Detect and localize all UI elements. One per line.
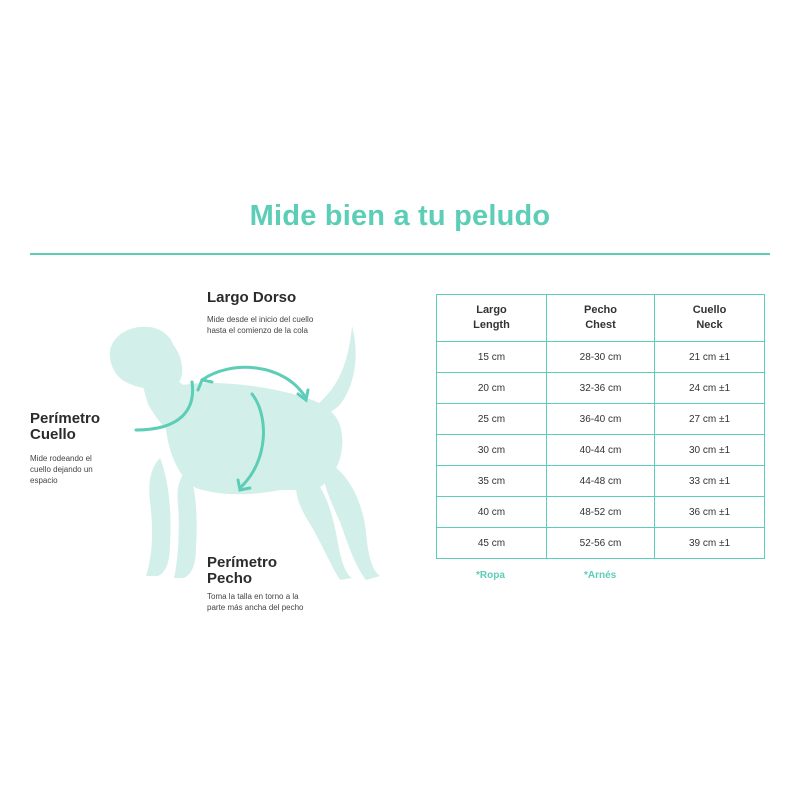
cell-neck: 36 cm ±1 — [655, 497, 765, 528]
perimetro-pecho-heading: Perímetro Pecho — [207, 554, 278, 587]
header-neck: Cuello Neck — [655, 295, 765, 342]
cell-length: 35 cm — [437, 466, 547, 497]
cell-length: 30 cm — [437, 435, 547, 466]
note-ropa: *Ropa — [476, 570, 505, 581]
perimetro-cuello-description: Mide rodeando el cuello dejando un espacio — [30, 454, 93, 485]
cell-neck: 39 cm ±1 — [655, 528, 765, 559]
largo-dorso-heading: Largo Dorso — [207, 289, 297, 306]
table-row — [437, 497, 765, 528]
cell-chest: 52-56 cm — [547, 528, 655, 559]
cell-length: 40 cm — [437, 497, 547, 528]
cell-length: 20 cm — [437, 373, 547, 404]
largo-dorso-description: Mide desde el inicio del cuello hasta el comienzo de la cola — [207, 315, 314, 335]
cell-chest: 36-40 cm — [547, 404, 655, 435]
table-row — [437, 404, 765, 435]
table-row — [437, 435, 765, 466]
dog-silhouette-illustration — [100, 318, 400, 588]
cell-neck: 24 cm ±1 — [655, 373, 765, 404]
page-title: Mide bien a tu peludo — [249, 200, 551, 232]
cell-neck: 33 cm ±1 — [655, 466, 765, 497]
header-chest: Pecho Chest — [547, 295, 655, 342]
cell-chest: 44-48 cm — [547, 466, 655, 497]
cell-length: 45 cm — [437, 528, 547, 559]
cell-chest: 48-52 cm — [547, 497, 655, 528]
perimetro-cuello-heading: Perímetro Cuello — [30, 410, 101, 443]
cell-chest: 28-30 cm — [547, 342, 655, 373]
table-header-row — [437, 295, 765, 342]
header-length: Largo Length — [437, 295, 547, 342]
size-table — [436, 294, 765, 559]
table-row — [437, 466, 765, 497]
perimetro-pecho-description: Toma la talla en torno a la parte más ancha del pecho — [207, 592, 304, 612]
title-divider — [30, 253, 770, 255]
cell-length: 15 cm — [437, 342, 547, 373]
cell-neck: 30 cm ±1 — [655, 435, 765, 466]
table-row — [437, 342, 765, 373]
cell-chest: 40-44 cm — [547, 435, 655, 466]
table-row — [437, 373, 765, 404]
cell-chest: 32-36 cm — [547, 373, 655, 404]
note-arnes: *Arnés — [584, 570, 617, 581]
cell-length: 25 cm — [437, 404, 547, 435]
cell-neck: 27 cm ±1 — [655, 404, 765, 435]
cell-neck: 21 cm ±1 — [655, 342, 765, 373]
table-row — [437, 528, 765, 559]
